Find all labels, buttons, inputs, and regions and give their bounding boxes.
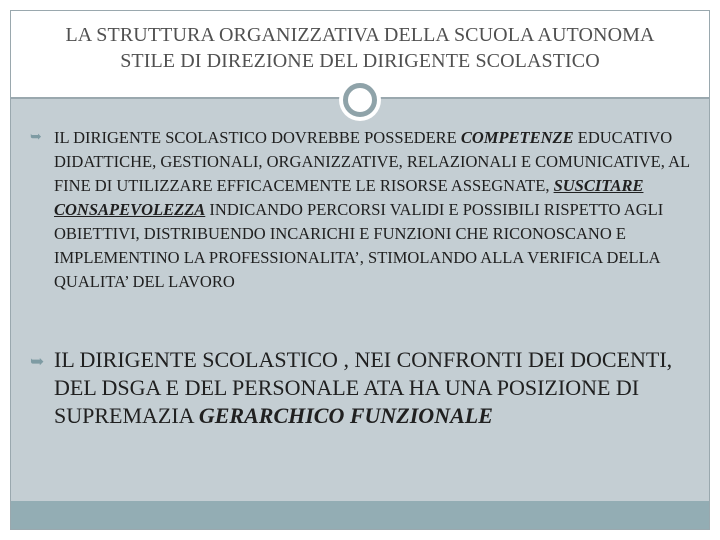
circle-ring [343, 83, 377, 117]
circle-ornament-icon [339, 79, 381, 121]
bullet-1-emphasis-competenze: COMPETENZE [460, 128, 574, 147]
title-line-1: LA STRUTTURA ORGANIZZATIVA DELLA SCUOLA AUTONOMA [65, 24, 655, 46]
arrow-bullet-icon: ➥ [30, 352, 45, 371]
bullet-1-text-part1: IL DIRIGENTE SCOLASTICO DOVREBBE POSSEDERE [54, 128, 461, 147]
title-line-2: STILE DI DIREZIONE DEL DIRIGENTE SCOLASTICO [120, 50, 600, 72]
bullet-item-1 [30, 126, 700, 294]
bullet-1-emphasis-suscitare: SUSCITARE CONSAPEVOLEZZA [54, 176, 644, 219]
bullet-item-2 [30, 346, 700, 430]
footer-bar [11, 501, 709, 529]
bullet-1-text-part2: EDUCATIVO DIDATTICHE, GESTIONALI, ORGANIZZATIVE, RELAZIONALI E COMUNICATIVE, AL FINE DI UTILIZZARE EFFICACEMENTE LE RISORSE ASSEGNATE, [54, 128, 690, 195]
bullet-2-emphasis-gerarchico: GERARCHICO FUNZIONALE [198, 403, 493, 428]
arrow-bullet-icon: ➥ [30, 130, 42, 145]
bullet-1-text-part3: INDICANDO PERCORSI VALIDI E POSSIBILI RISPETTO AGLI OBIETTIVI, DISTRIBUENDO INCARICHI E FUNZIONI CHE RICONOSCANO E IMPLEMENTINO LA PROFESSIONALITA’, STIMOLANDO ALLA VERIFICA DELLA QUALITA’ DEL LAVORO [54, 200, 664, 291]
bullet-2-text-part1: IL DIRIGENTE SCOLASTICO , NEI CONFRONTI DEI DOCENTI, DEL DSGA E DEL PERSONALE ATA HA UNA POSIZIONE DI SUPREMAZIA [54, 347, 673, 428]
